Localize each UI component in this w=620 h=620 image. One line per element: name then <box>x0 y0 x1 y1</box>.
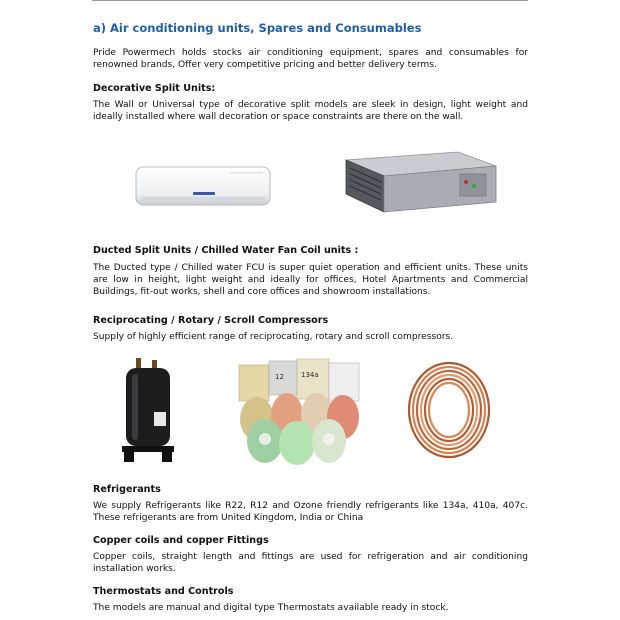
compressor-image <box>118 358 178 470</box>
copper-coil-image <box>406 360 492 460</box>
ducted-split-body: The Ducted type / Chilled water FCU is super quiet operation and efficient units. These units are low in height, light weight and ideally for offices, Hotel Apartments and Commercial Buildings, fit-out works, shell and core offices and showroom installations. <box>93 263 528 298</box>
refrigerants-image <box>237 357 369 467</box>
compressors-title: Reciprocating / Rotary / Scroll Compressors <box>93 315 329 326</box>
thermostats-body: The models are manual and digital type Thermostats available ready in stock. <box>93 603 449 613</box>
copper-coils-body: Copper coils, straight length and fittings are used for refrigeration and air conditioning installation works. <box>93 552 528 575</box>
top-rule <box>92 0 528 1</box>
copper-coils-title: Copper coils and copper Fittings <box>93 535 269 546</box>
compressors-body: Supply of highly efficient range of reciprocating, rotary and scroll compressors. <box>93 332 454 342</box>
ducted-split-title: Ducted Split Units / Chilled Water Fan Coil units : <box>93 245 359 256</box>
ducted-unit-image <box>338 150 503 220</box>
refrigerants-body: We supply Refrigerants like R22, R12 and Ozone friendly refrigerants like 134a, 410a, 407c. These refrigerants are from United Kingdom, India or China <box>93 501 528 524</box>
cylinder-label-134a: 134a <box>301 371 319 379</box>
thermostats-title: Thermostats and Controls <box>93 586 234 597</box>
wall-split-unit-image <box>133 163 273 211</box>
cylinder-label-12: 12 <box>275 373 284 381</box>
refrigerants-title: Refrigerants <box>93 484 161 495</box>
decorative-split-body: The Wall or Universal type of decorative split models are sleek in design, light weight and ideally installed where wall decoration or space constraints are there on the wall. <box>93 100 528 123</box>
decorative-split-title: Decorative Split Units: <box>93 83 216 94</box>
intro-paragraph: Pride Powermech holds stocks air conditioning equipment, spares and consumables for renowned brands, Offer very competitive pricing and better delivery terms. <box>93 48 528 71</box>
section-title: a) Air conditioning units, Spares and Consumables <box>93 21 422 35</box>
